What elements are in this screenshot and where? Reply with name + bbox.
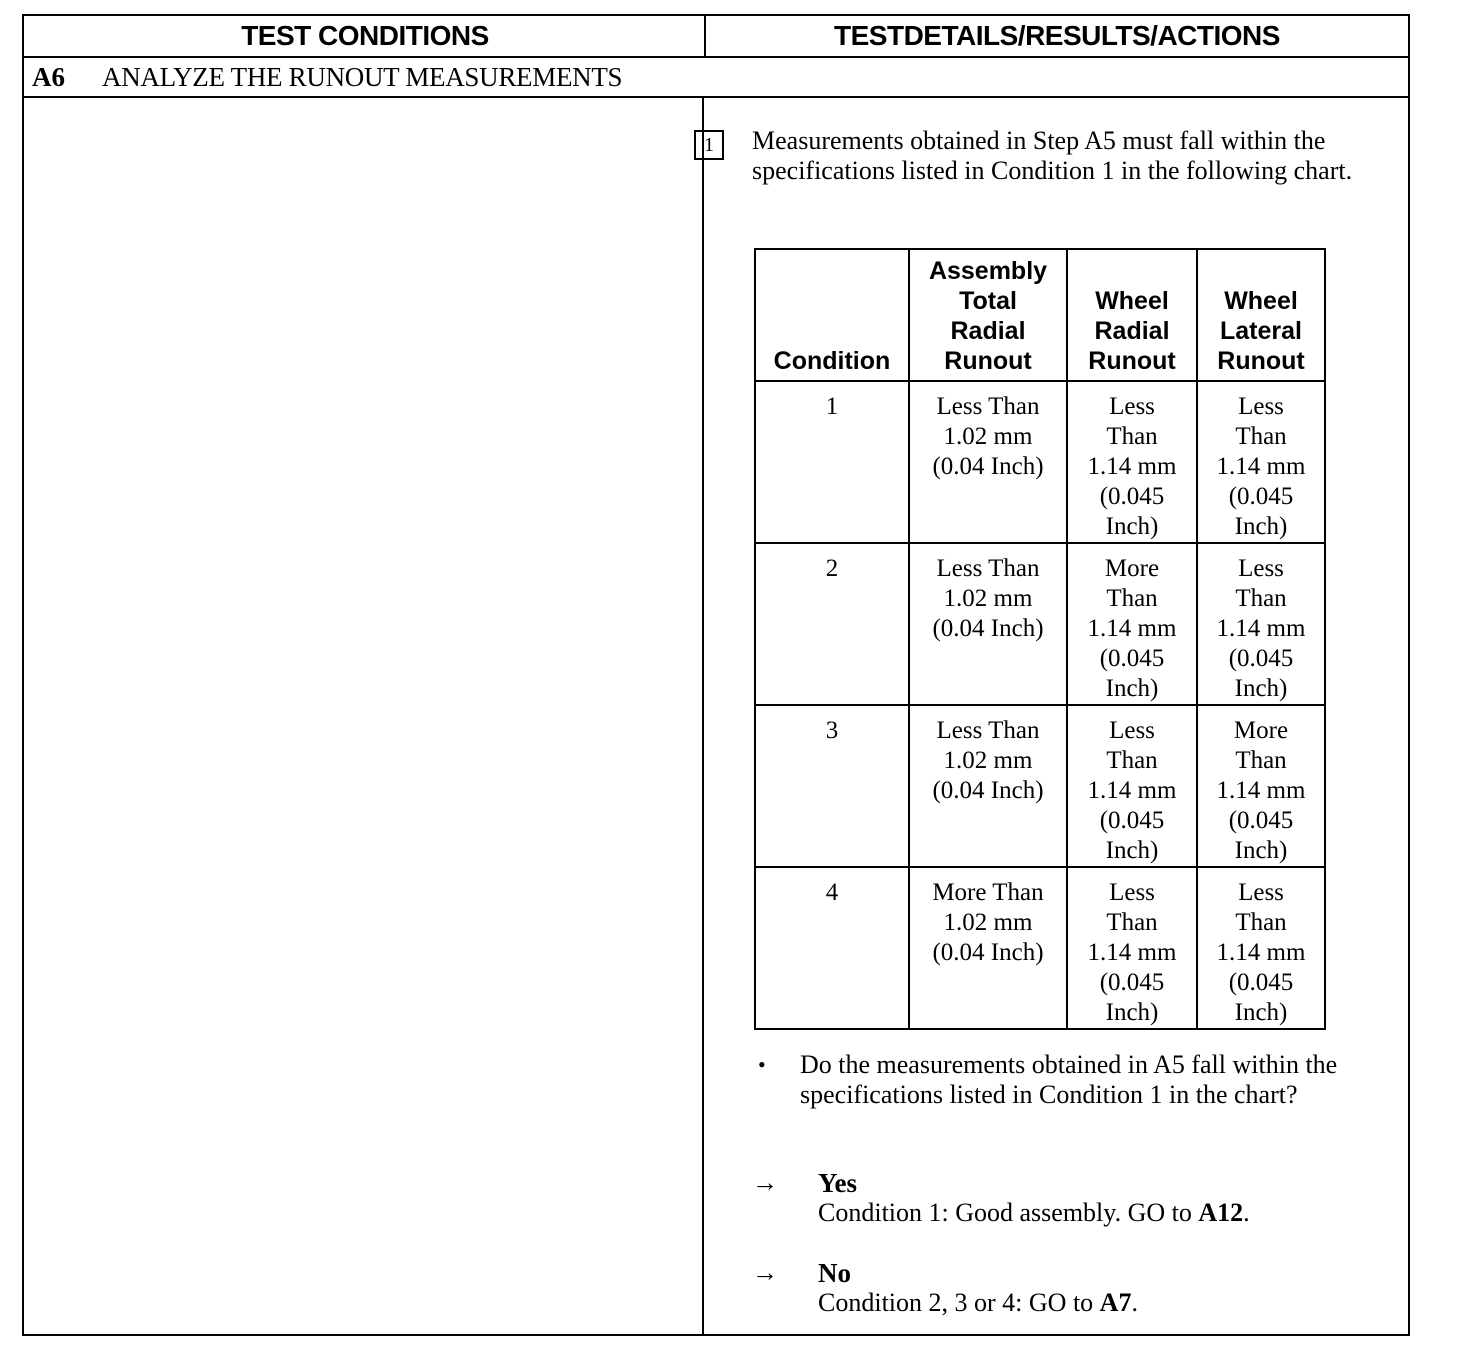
cell-line: (0.045 bbox=[1099, 969, 1165, 996]
col-header-condition bbox=[755, 249, 909, 381]
table-row bbox=[755, 543, 1325, 705]
note-number-box: 1 bbox=[694, 130, 724, 160]
cell-line: 1.14 mm bbox=[1087, 615, 1177, 642]
cell-lateral bbox=[1197, 543, 1325, 705]
cell-line: Less bbox=[1238, 555, 1284, 582]
step-rule bbox=[24, 96, 1408, 98]
header-divider bbox=[704, 16, 706, 58]
header-line: Wheel bbox=[1224, 287, 1298, 315]
cell-line: More bbox=[1104, 555, 1160, 582]
cell-line: 1.14 mm bbox=[1216, 615, 1306, 642]
cell-line: Than bbox=[1106, 423, 1158, 450]
answer-yes-label: Yes bbox=[818, 1168, 857, 1198]
cell-line: Inch) bbox=[1105, 837, 1159, 864]
cell-line: Less bbox=[1109, 717, 1155, 744]
cell-line: Than bbox=[1106, 747, 1158, 774]
answer-no-action: Condition 2, 3 or 4: GO to bbox=[818, 1288, 1100, 1317]
cell-line: Less bbox=[1238, 879, 1284, 906]
cell-condition: 2 bbox=[755, 543, 909, 705]
cell-line: 1.02 mm bbox=[943, 585, 1033, 612]
header-line: Condition bbox=[773, 347, 891, 375]
cell-assembly bbox=[909, 705, 1067, 867]
bullet-icon: • bbox=[758, 1052, 766, 1077]
header-line: Runout bbox=[944, 347, 1032, 375]
cell-line: (0.045 bbox=[1228, 483, 1294, 510]
cell-line: 1.02 mm bbox=[943, 423, 1033, 450]
cell-line: Less bbox=[1109, 879, 1155, 906]
cell-line: Than bbox=[1235, 909, 1287, 936]
cell-line: Less Than bbox=[936, 555, 1040, 582]
table-row bbox=[755, 705, 1325, 867]
cell-condition: 3 bbox=[755, 705, 909, 867]
col-header-wheel-radial-runout bbox=[1067, 249, 1197, 381]
cell-condition: 4 bbox=[755, 867, 909, 1029]
answer-no-target: A7 bbox=[1099, 1288, 1132, 1317]
cell-line: (0.04 Inch) bbox=[932, 777, 1044, 804]
cell-line: Less Than bbox=[936, 717, 1040, 744]
cell-line: More Than bbox=[932, 879, 1044, 906]
cell-line: Than bbox=[1235, 747, 1287, 774]
runout-spec-table bbox=[754, 248, 1326, 1030]
cell-line: Inch) bbox=[1105, 675, 1159, 702]
column-divider bbox=[702, 96, 704, 1336]
table-header-row bbox=[755, 249, 1325, 381]
cell-radial bbox=[1067, 381, 1197, 543]
header-line: Radial bbox=[1094, 317, 1170, 345]
cell-lateral bbox=[1197, 381, 1325, 543]
cell-line: Than bbox=[1235, 423, 1287, 450]
cell-line: (0.04 Inch) bbox=[932, 939, 1044, 966]
cell-line: (0.04 Inch) bbox=[932, 615, 1044, 642]
right-arrow-icon: → bbox=[752, 1168, 778, 1197]
step-id: A6 bbox=[32, 62, 65, 92]
cell-line: Inch) bbox=[1234, 675, 1288, 702]
cell-line: 1.14 mm bbox=[1087, 939, 1177, 966]
cell-line: 1.14 mm bbox=[1216, 939, 1306, 966]
cell-line: More bbox=[1233, 717, 1289, 744]
question-text: Do the measurements obtained in A5 fall within the specifications listed in Condition 1 in the chart? bbox=[800, 1050, 1338, 1109]
answer-no-text bbox=[818, 1288, 1138, 1318]
cell-line: Less bbox=[1109, 393, 1155, 420]
header-line: Assembly bbox=[928, 257, 1048, 285]
cell-line: (0.045 bbox=[1228, 969, 1294, 996]
header-line: Runout bbox=[1217, 347, 1305, 375]
answer-yes-end: . bbox=[1243, 1198, 1250, 1227]
cell-line: 1.02 mm bbox=[943, 909, 1033, 936]
table-row bbox=[755, 381, 1325, 543]
cell-line: Inch) bbox=[1234, 999, 1288, 1026]
right-arrow-icon: → bbox=[752, 1258, 778, 1287]
cell-line: (0.045 bbox=[1099, 483, 1165, 510]
cell-radial bbox=[1067, 705, 1197, 867]
cell-line: 1.14 mm bbox=[1216, 777, 1306, 804]
answer-yes-text bbox=[818, 1198, 1250, 1228]
col-header-assembly-total-radial-runout bbox=[909, 249, 1067, 381]
cell-line: (0.045 bbox=[1228, 645, 1294, 672]
answer-no-end: . bbox=[1131, 1288, 1138, 1317]
cell-line: 1.14 mm bbox=[1216, 453, 1306, 480]
cell-line: Inch) bbox=[1234, 513, 1288, 540]
cell-line: Than bbox=[1106, 585, 1158, 612]
header-line: Wheel bbox=[1095, 287, 1169, 315]
cell-line: 1.14 mm bbox=[1087, 777, 1177, 804]
table-row bbox=[755, 867, 1325, 1029]
cell-line: Than bbox=[1235, 585, 1287, 612]
header-test-details: TESTDETAILS/RESULTS/ACTIONS bbox=[834, 20, 1280, 51]
cell-line: Than bbox=[1106, 909, 1158, 936]
cell-line: Inch) bbox=[1234, 837, 1288, 864]
answer-yes-action: Condition 1: Good assembly. GO to bbox=[818, 1198, 1199, 1227]
cell-line: (0.04 Inch) bbox=[932, 453, 1044, 480]
header-line: Lateral bbox=[1220, 317, 1302, 345]
cell-line: Inch) bbox=[1105, 513, 1159, 540]
cell-assembly bbox=[909, 381, 1067, 543]
cell-lateral bbox=[1197, 705, 1325, 867]
header-line: Radial bbox=[950, 317, 1026, 345]
header-test-conditions: TEST CONDITIONS bbox=[241, 20, 489, 51]
cell-line: 1.14 mm bbox=[1087, 453, 1177, 480]
header-line: Runout bbox=[1088, 347, 1176, 375]
cell-line: (0.045 bbox=[1099, 807, 1165, 834]
col-header-wheel-lateral-runout bbox=[1197, 249, 1325, 381]
intro-text: Measurements obtained in Step A5 must fall within the specifications listed in Condition 1 in the following chart. bbox=[752, 126, 1353, 185]
cell-line: (0.045 bbox=[1228, 807, 1294, 834]
cell-line: (0.045 bbox=[1099, 645, 1165, 672]
cell-assembly bbox=[909, 867, 1067, 1029]
cell-assembly bbox=[909, 543, 1067, 705]
cell-condition: 1 bbox=[755, 381, 909, 543]
cell-line: Inch) bbox=[1105, 999, 1159, 1026]
header-line: Total bbox=[959, 287, 1017, 315]
answer-no-label: No bbox=[818, 1258, 851, 1288]
cell-radial bbox=[1067, 867, 1197, 1029]
answer-yes-target: A12 bbox=[1198, 1198, 1244, 1227]
step-row bbox=[24, 58, 1408, 96]
step-title: ANALYZE THE RUNOUT MEASUREMENTS bbox=[102, 62, 623, 92]
cell-line: 1.02 mm bbox=[943, 747, 1033, 774]
cell-line: Less bbox=[1238, 393, 1284, 420]
cell-line: Less Than bbox=[936, 393, 1040, 420]
cell-lateral bbox=[1197, 867, 1325, 1029]
cell-radial bbox=[1067, 543, 1197, 705]
